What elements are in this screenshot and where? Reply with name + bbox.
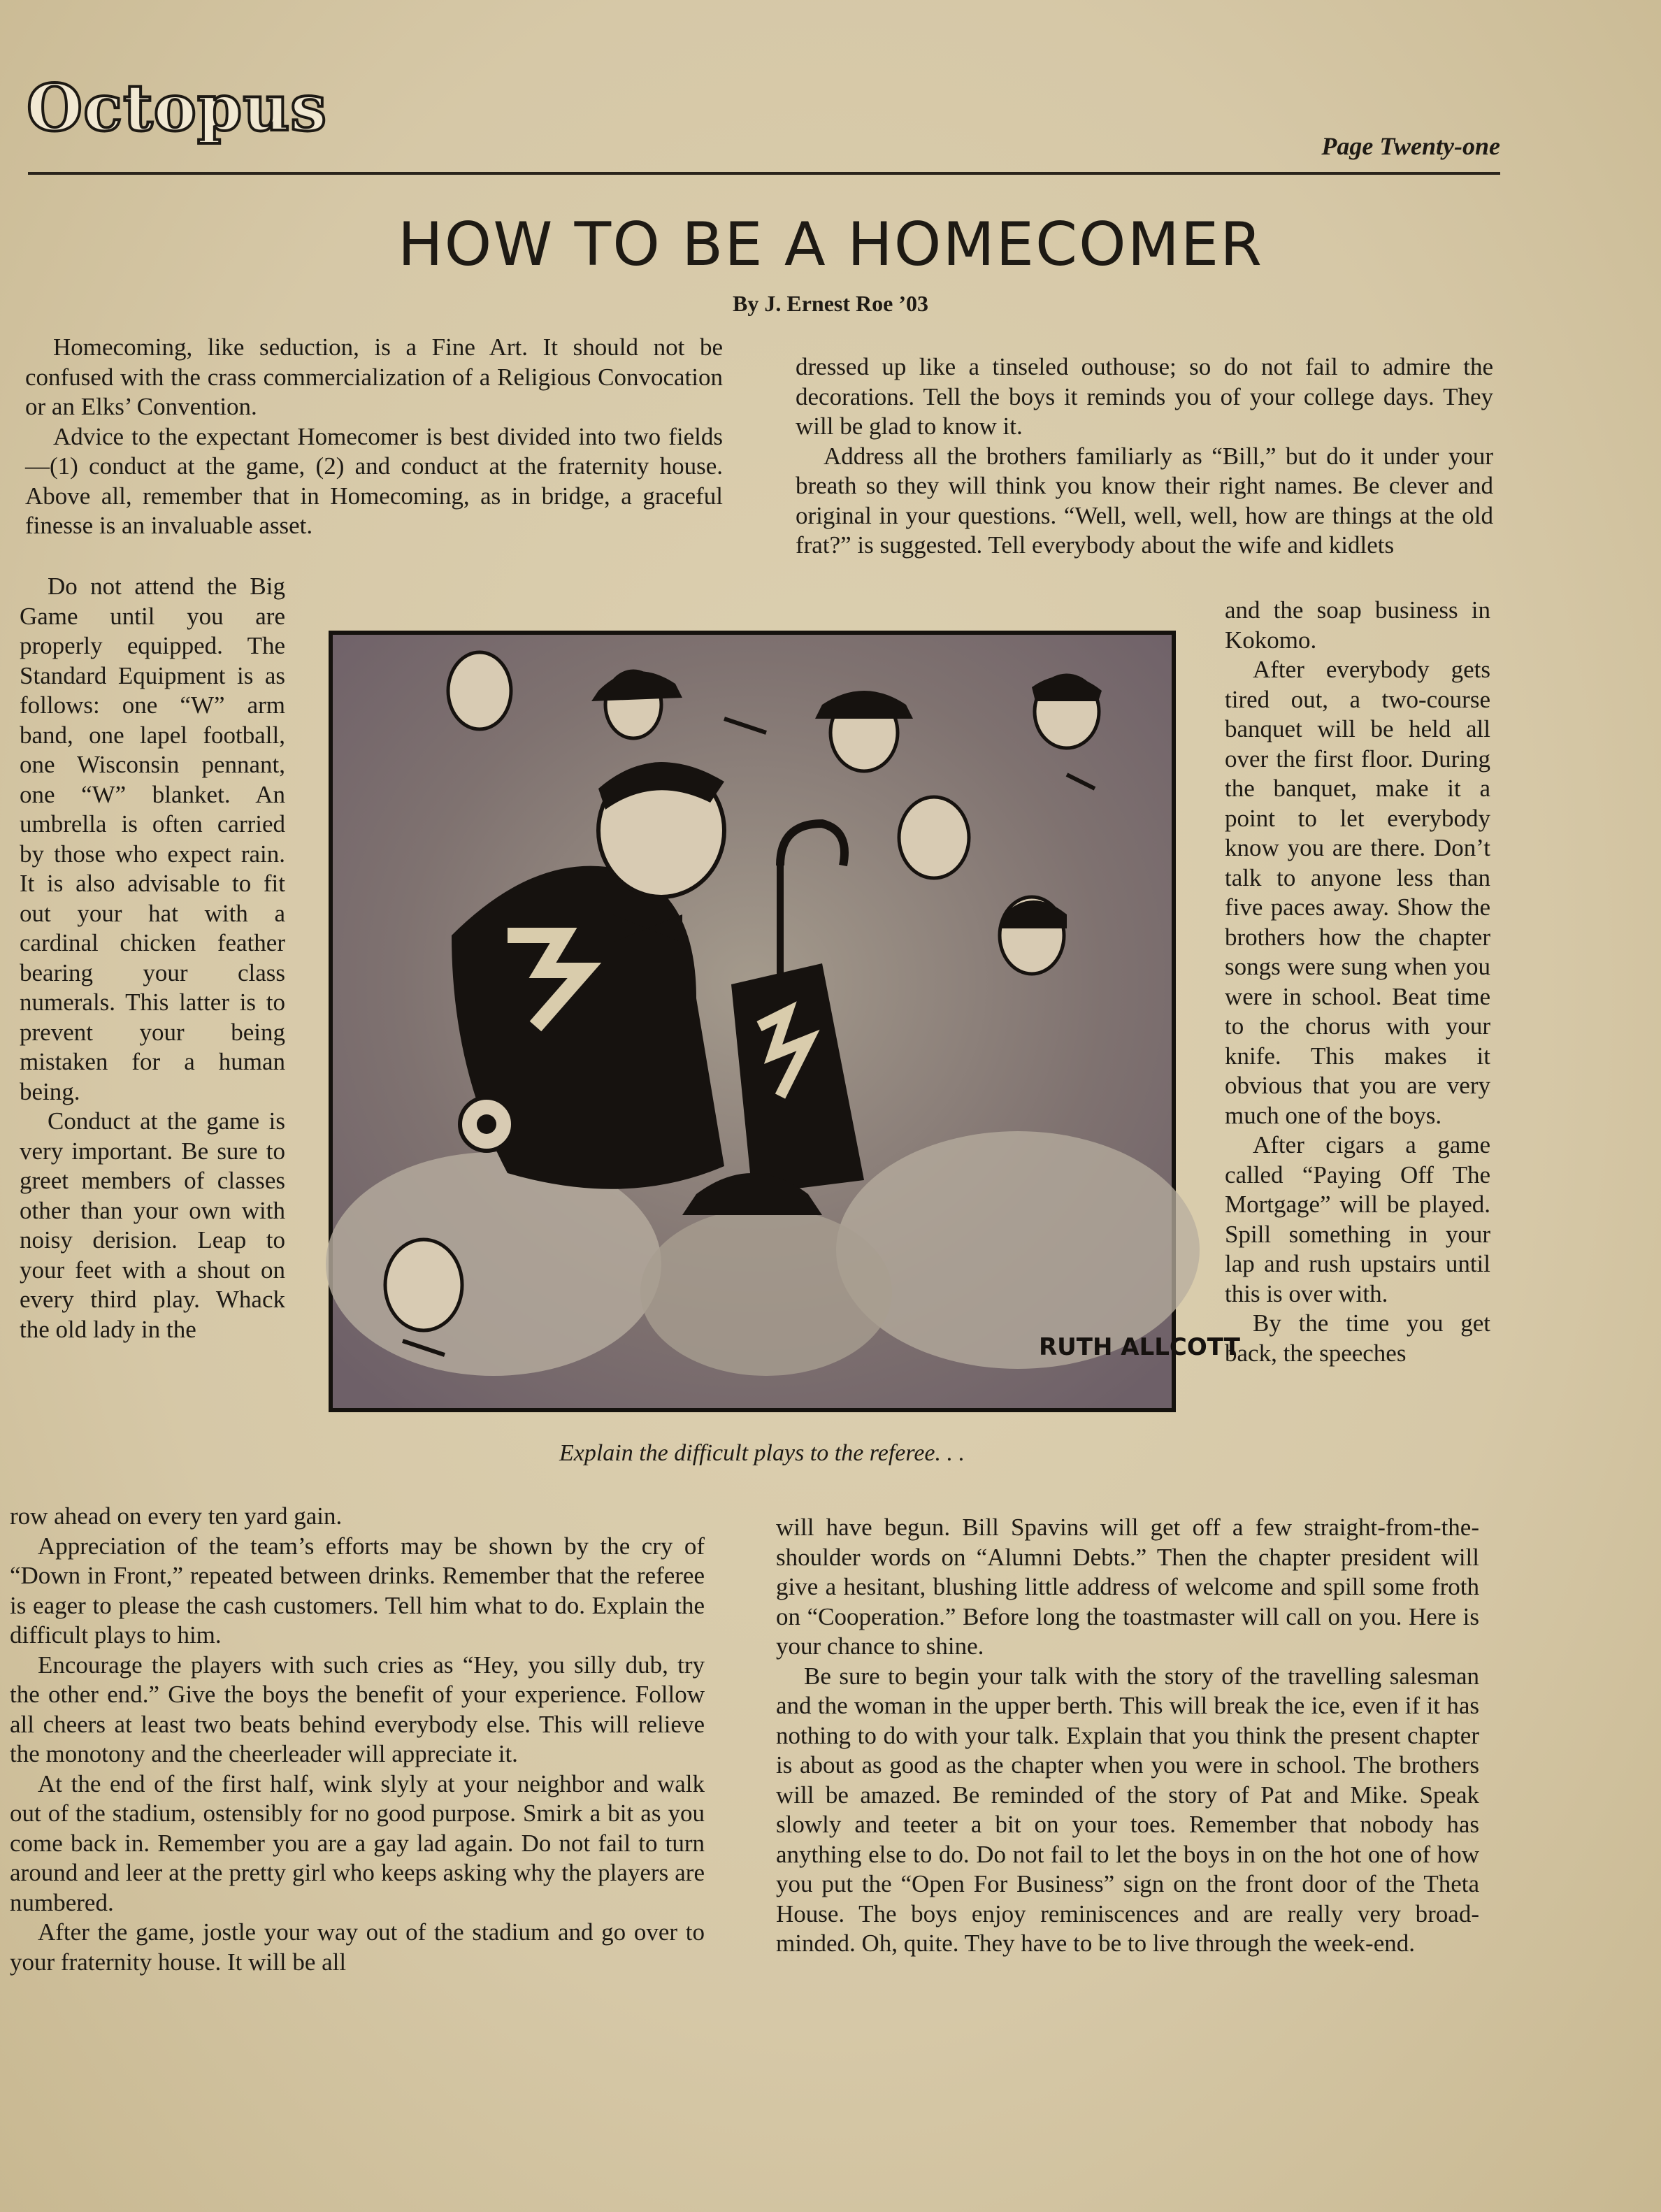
paragraph: Encourage the players with such cries as “Hey, you silly dub, try the other end.” Give the boys the benefit of your experience. Follow all cheers at least two beats behind everybody else. This will relieve the monotony and the cheerleader will appreciate it. [10, 1651, 705, 1767]
paragraph: At the end of the first half, wink slyly at your neighbor and walk out of the stadium, ostensibly for no good purpose. Smirk a bit as you come back in. Remember you are a gay lad again. Do not fail to turn around and leer at the pretty girl who keeps asking why the players are numbered. [10, 1769, 705, 1916]
paragraph: row ahead on every ten yard gain. [10, 1502, 343, 1530]
crowd-drawing [333, 635, 1240, 1408]
cartoon-illustration [329, 631, 1240, 1412]
page-number: Page Twenty-one [1321, 132, 1500, 160]
paragraph: Do not attend the Big Game until you are properly equipped. The Standard Equipment is as follows: one “W” arm band, one lapel football, one Wisconsin pennant, one “W” blanket. An umbrella is often carried by those who expect rain. It is also advisable to fit out your hat with a cardinal chicken feather bearing your class numerals. This latter is to prevent your being mistaken for a human being. [20, 573, 285, 1105]
paragraph: dressed up like a tinseled outhouse; so do not fail to admire the decorations. Tell the boys it reminds you of your college days. They will be glad to know it. [796, 353, 1493, 440]
paragraph: Address all the brothers familiarly as “Bill,” but do it under your breath so they will think you know their right names. Be clever and original in your questions. “Well, well, well, how are things at the old frat?” is suggested. Tell everybody about the wife and kidlets [796, 442, 1493, 559]
byline: By J. Ernest Roe ’03 [733, 291, 928, 316]
column-bottom-left [10, 1502, 705, 1977]
column-bottom-right [776, 1513, 1479, 1959]
column-top-left [25, 333, 723, 541]
paragraph: and the soap business in Kokomo. [1225, 596, 1490, 654]
paragraph: Advice to the expectant Homecomer is best divided into two fields—(1) conduct at the game, (2) and conduct at the fraternity house. Above all, remember that in Homecoming, as in bridge, a graceful finesse is an invaluable asset. [25, 422, 723, 539]
column-left-narrow [20, 572, 285, 1344]
artist-signature: RUTH ALLCOTT [1039, 1333, 1240, 1361]
paragraph: After everybody gets tired out, a two-course banquet will be held all over the first floor. During the banquet, make it a point to let everybody know you are there. Don’t talk to anyone less than five paces away. Show the brothers how the chapter songs were sung when you were in school. Beat time to the chorus with your knife. This makes it obvious that you are very much one of the boys. [1225, 656, 1490, 1129]
masthead: Octopus [27, 70, 328, 145]
column-top-right [796, 352, 1493, 561]
paragraph: Be sure to begin your talk with the story of the travelling salesman and the woman in the upper berth. This will break the ice, even if it has nothing to do with your talk. Explain that you think the present chapter is about as good as the chapter when you were in school. The brothers will be amazed. Be reminded of the story of Pat and Mike. Speak slowly and teeter a bit on your toes. Remember that nobody has anything else to do. Do not fail to let the boys in on the hot one of how you put the “Open For Business” sign on the front door of the Theta House. The boys enjoy reminiscences and are really very broad-minded. Oh, quite. They have to be to live through the week-end. [776, 1662, 1479, 1957]
paragraph: Conduct at the game is very important. Be sure to greet members of classes other than your own with noisy derision. Leap to your feet with a shout on every third play. Whack the old lady in the [20, 1107, 285, 1343]
paragraph: After the game, jostle your way out of the stadium and go over to your fraternity house. It will be all [10, 1918, 705, 1976]
illustration-caption: Explain the difficult plays to the referee. . . [559, 1440, 965, 1466]
article-title: HOW TO BE A HOMECOMER [397, 210, 1264, 280]
paragraph: By the time you get back, the speeches [1225, 1309, 1490, 1367]
header-rule [28, 172, 1500, 175]
paragraph: Appreciation of the team’s efforts may be shown by the cry of “Down in Front,” repeated between drinks. Remember that the referee is eager to please the cash customers. Tell him what to do. Explain the difficult plays to him. [10, 1532, 705, 1649]
paragraph: will have begun. Bill Spavins will get off a few straight-from-the-shoulder words on “Alumni Debts.” Then the chapter president will give a hesitant, blushing little address of welcome and spill some froth on “Cooperation.” Before long the toastmaster will call on you. Here is your chance to shine. [776, 1514, 1479, 1660]
paragraph: Homecoming, like seduction, is a Fine Art. It should not be confused with the crass commercialization of a Religious Convocation or an Elks’ Convention. [25, 333, 723, 420]
paragraph: After cigars a game called “Paying Off The Mortgage” will be played. Spill something in your lap and rush upstairs until this is over with. [1225, 1131, 1490, 1307]
column-right-narrow [1225, 596, 1490, 1368]
